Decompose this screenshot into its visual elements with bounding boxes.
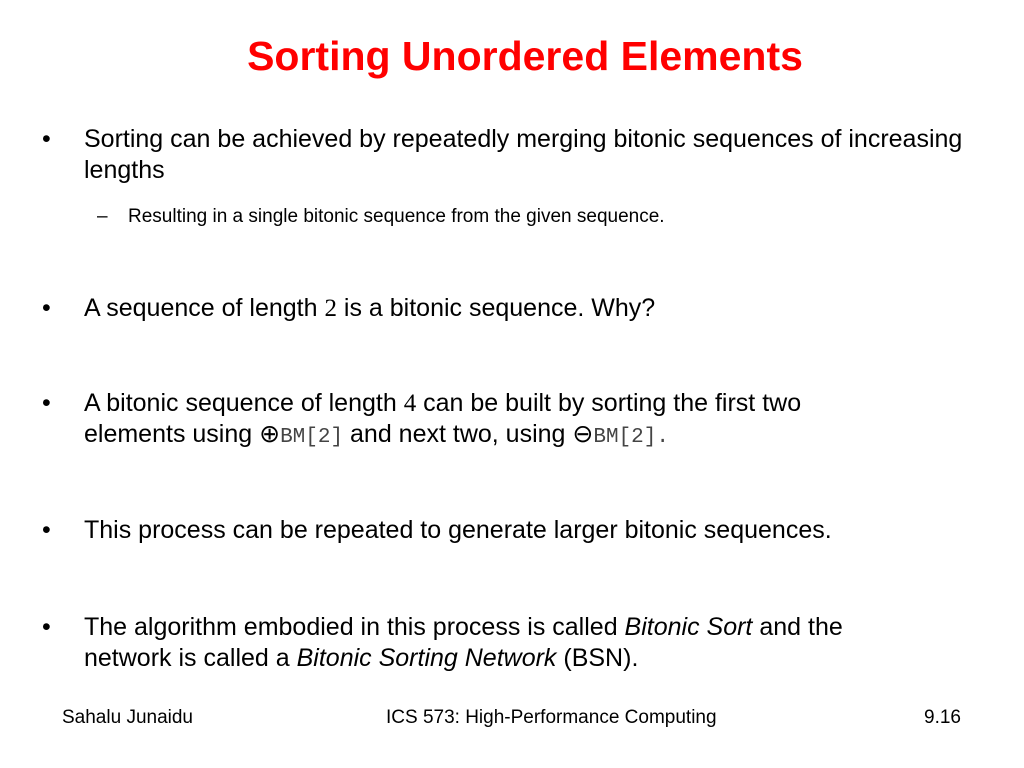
bullet-line-1 xyxy=(84,612,984,643)
text-run: A bitonic sequence of length xyxy=(84,389,404,417)
bullet-text: Sorting can be achieved by repeatedly merging bitonic sequences of increasing lengths xyxy=(84,125,963,184)
bullet-icon: • xyxy=(42,516,51,544)
emphasis-run: Bitonic Sorting Network xyxy=(296,644,557,672)
bullet-line-2 xyxy=(84,643,984,674)
bullet-line-2 xyxy=(84,419,984,453)
footer-slide-number: 9.16 xyxy=(924,707,961,728)
dash-icon: – xyxy=(97,206,108,227)
ominus-symbol: ⊖ xyxy=(572,421,594,448)
emphasis-run: Bitonic Sort xyxy=(624,613,753,641)
text-run: and the xyxy=(752,613,843,641)
text-run: is a bitonic sequence. Why? xyxy=(336,294,656,322)
code-run: BM[2]. xyxy=(593,426,669,449)
text-run: and next two, using xyxy=(343,420,573,448)
bullet-text xyxy=(84,612,984,674)
bullet-icon: • xyxy=(42,125,51,153)
text-run: network is called a xyxy=(84,644,297,672)
oplus-symbol: ⊕ xyxy=(259,421,281,448)
sub-bullet-text: Resulting in a single bitonic sequence from the given sequence. xyxy=(128,206,665,227)
bullet-line-1 xyxy=(84,388,984,419)
text-run: elements using xyxy=(84,420,260,448)
bullet-icon: • xyxy=(42,389,51,417)
bullet-icon: • xyxy=(42,613,51,641)
text-run: A sequence of length xyxy=(84,294,325,322)
text-run: (BSN). xyxy=(556,644,639,672)
bullet-text xyxy=(84,293,984,324)
bullet-text xyxy=(84,388,984,453)
bullet-icon: • xyxy=(42,294,51,322)
text-run: The algorithm embodied in this process is called xyxy=(84,613,625,641)
text-run: can be built by sorting the first two xyxy=(416,389,802,417)
footer-author: Sahalu Junaidu xyxy=(62,707,193,728)
math-number: 4 xyxy=(403,390,417,417)
footer-course: ICS 573: High-Performance Computing xyxy=(386,707,717,728)
math-number: 2 xyxy=(324,295,337,322)
bullet-text: This process can be repeated to generate larger bitonic sequences. xyxy=(84,516,832,544)
slide-title: Sorting Unordered Elements xyxy=(247,33,803,79)
code-run: BM[2] xyxy=(280,426,344,449)
